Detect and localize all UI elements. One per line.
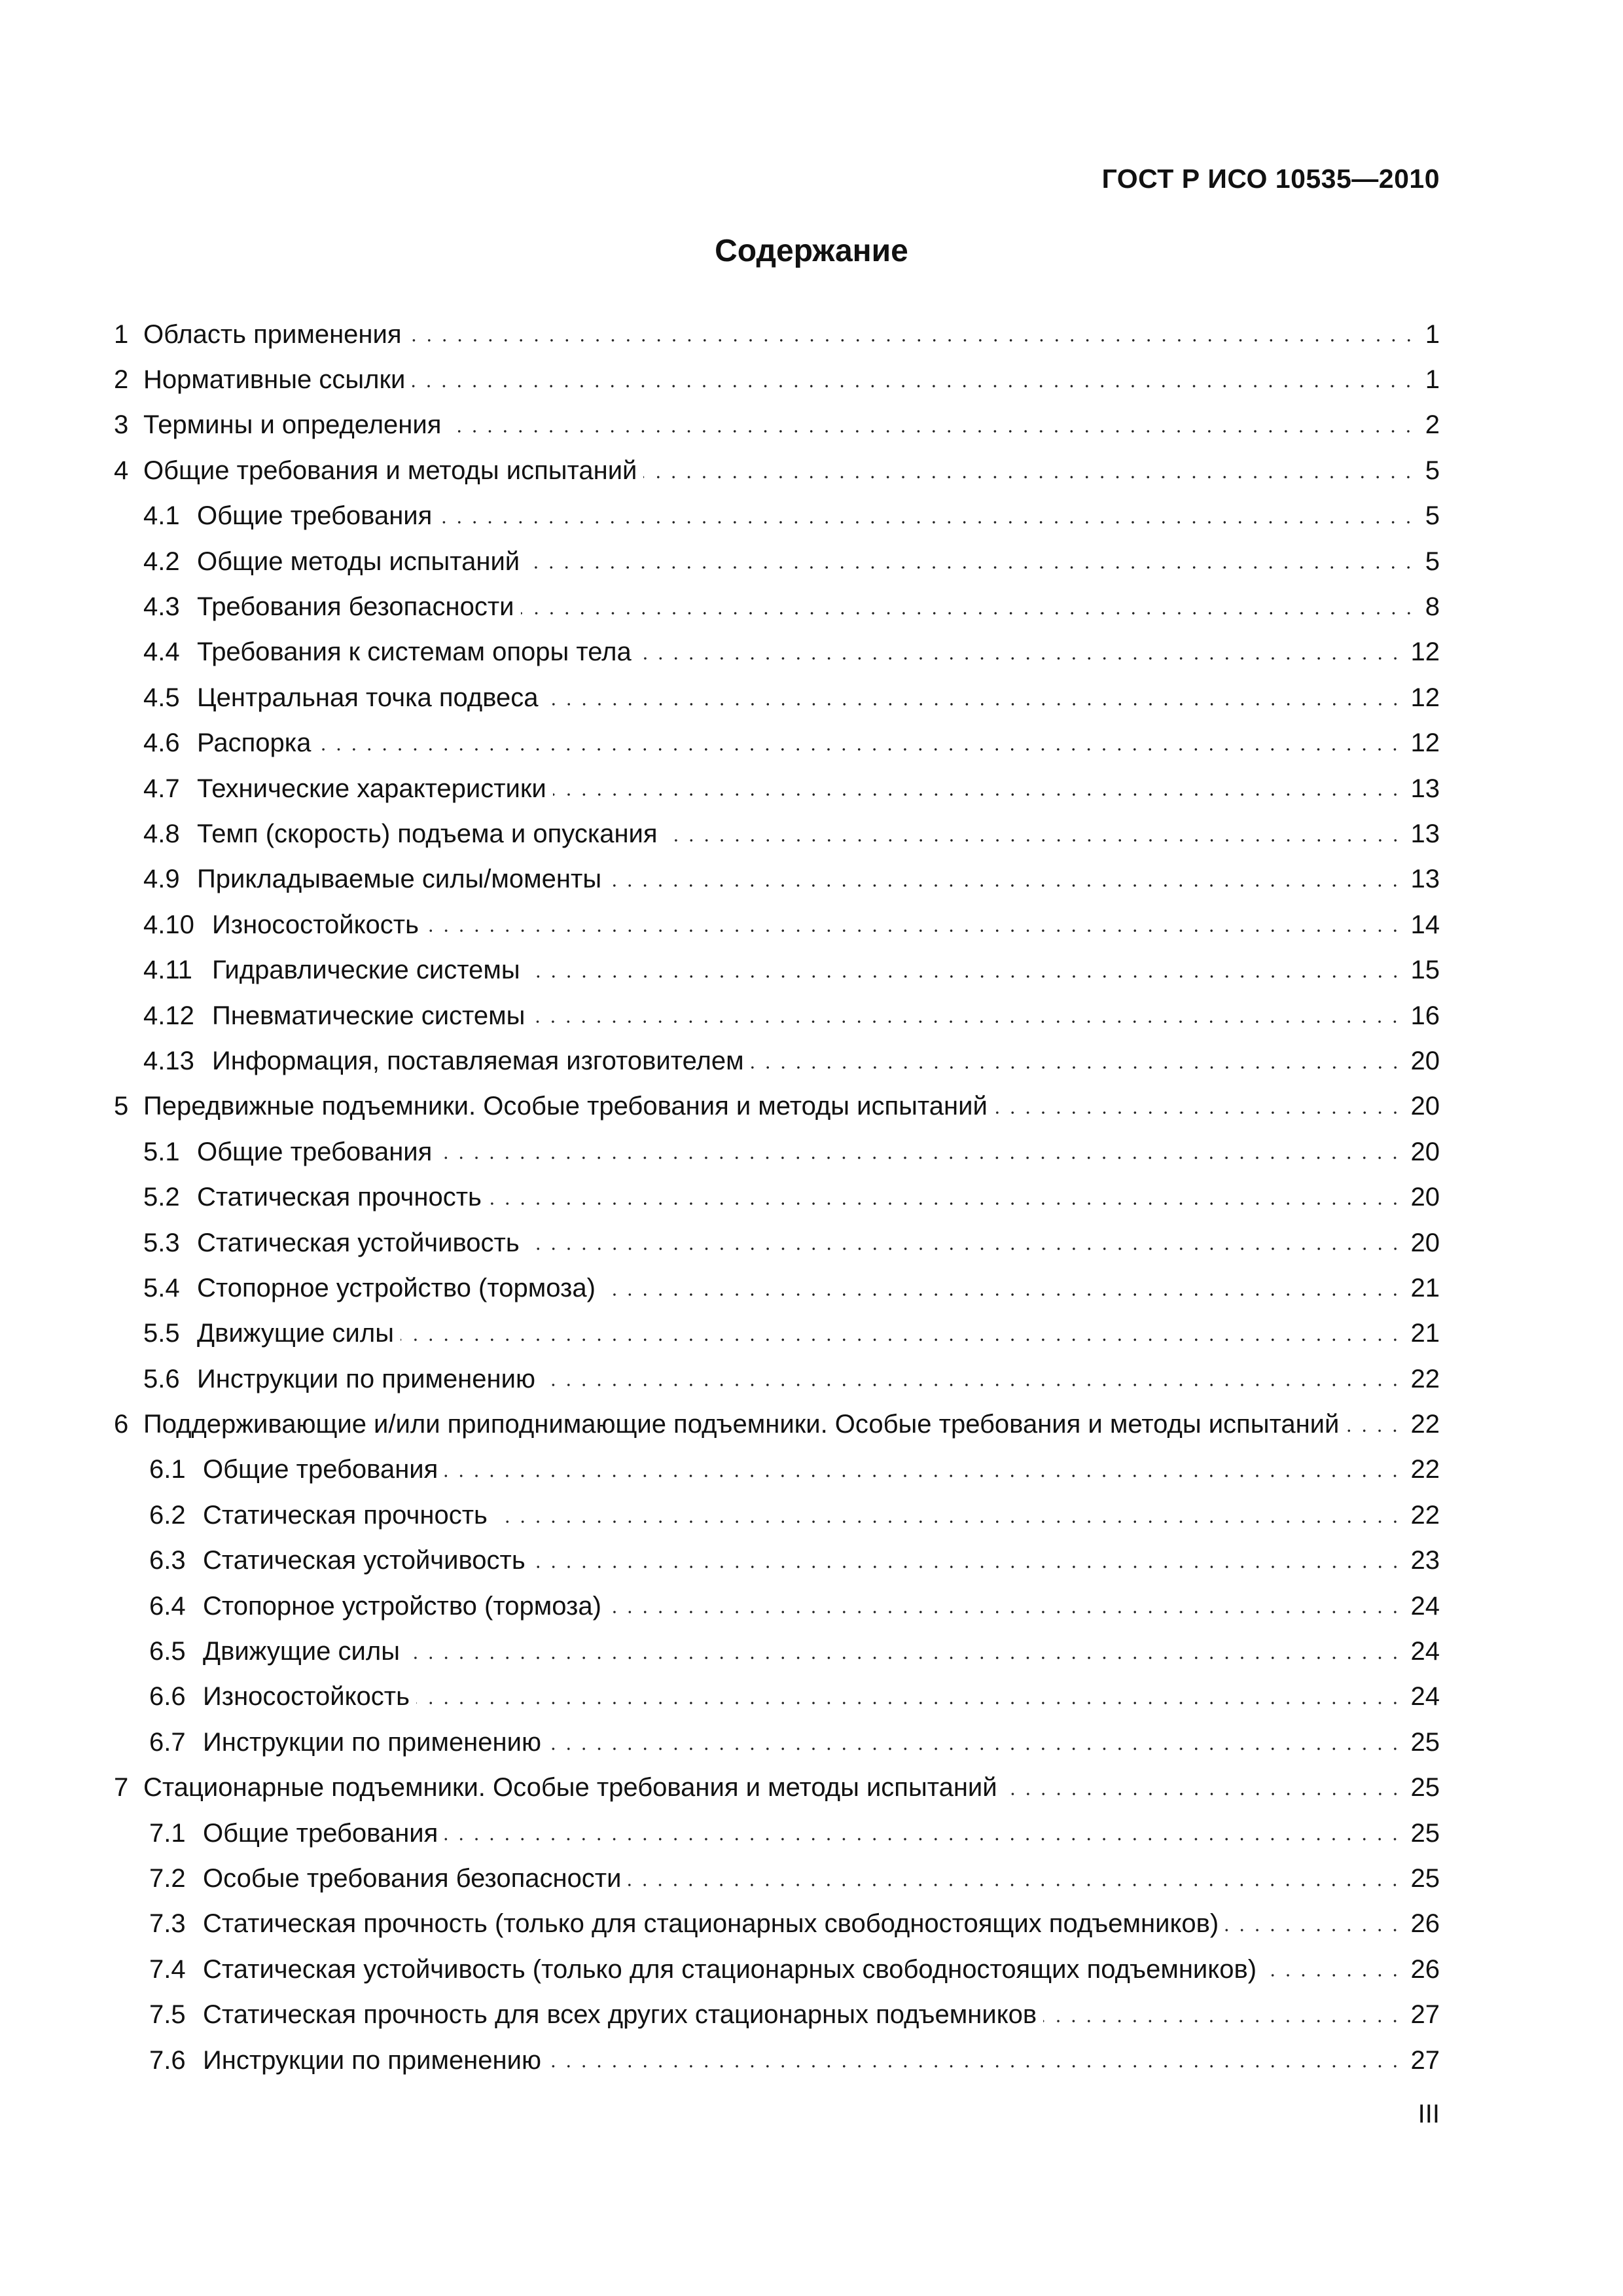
toc-dot-leader xyxy=(1263,1973,1402,1977)
toc-entry-label: Стационарные подъемники. Особые требования и методы испытаний xyxy=(143,1773,997,1803)
toc-entry-number: 6.7 xyxy=(149,1727,186,1757)
toc-entry-page: 15 xyxy=(1410,956,1440,985)
toc-entry-label: Общие требования xyxy=(203,1818,438,1848)
toc-dot-leader xyxy=(408,338,1416,342)
toc-entry-label: Термины и определения xyxy=(143,410,442,440)
toc-entry-number: 6.5 xyxy=(149,1637,186,1666)
toc-entry-page: 5 xyxy=(1425,456,1440,485)
toc-entry-label: Гидравлические системы xyxy=(212,956,520,985)
toc-entry[interactable] xyxy=(114,1038,1440,1083)
toc-entry[interactable] xyxy=(114,1946,1440,1992)
toc-entry-page: 16 xyxy=(1410,1001,1440,1030)
document-code-header: ГОСТ Р ИСО 10535—2010 xyxy=(1101,164,1440,194)
toc-dot-leader xyxy=(438,520,1416,524)
toc-entry-page: 22 xyxy=(1410,1455,1440,1484)
toc-entry[interactable] xyxy=(114,630,1440,675)
toc-entry-label: Информация, поставляемая изготовителем xyxy=(212,1046,744,1075)
toc-dot-leader xyxy=(448,429,1416,433)
toc-entry-page: 1 xyxy=(1425,365,1440,395)
toc-dot-leader xyxy=(444,1474,1402,1478)
toc-entry-number: 7.1 xyxy=(149,1818,186,1848)
toc-dot-leader xyxy=(608,884,1402,888)
toc-entry[interactable] xyxy=(114,1492,1440,1537)
toc-entry[interactable] xyxy=(114,1583,1440,1628)
toc-entry-label: Инструкции по применению xyxy=(203,2045,541,2075)
toc-entry-page: 13 xyxy=(1410,774,1440,803)
toc-entry-number: 4.6 xyxy=(143,728,180,758)
toc-entry[interactable] xyxy=(114,902,1440,947)
toc-dot-leader xyxy=(548,2064,1403,2068)
toc-entry-number: 4.7 xyxy=(143,774,180,803)
toc-entry-label: Движущие силы xyxy=(197,1319,394,1348)
toc-entry-page: 26 xyxy=(1410,1954,1440,1984)
toc-dot-leader xyxy=(526,565,1416,569)
toc-entry-number: 4.8 xyxy=(143,819,180,848)
toc-dot-leader xyxy=(416,1701,1403,1705)
toc-entry-number: 7.3 xyxy=(149,1909,186,1939)
toc-dot-leader xyxy=(643,475,1416,479)
toc-entry-label: Нормативные ссылки xyxy=(143,365,406,395)
toc-entry-label: Статическая устойчивость xyxy=(197,1228,520,1257)
toc-entry-number: 5 xyxy=(114,1092,129,1121)
toc-dot-leader xyxy=(628,1883,1402,1887)
toc-entry-page: 21 xyxy=(1410,1319,1440,1348)
toc-dot-leader xyxy=(425,929,1403,933)
toc-dot-leader xyxy=(521,611,1416,615)
toc-entry-label: Износостойкость xyxy=(212,910,419,939)
toc-entry-label: Центральная точка подвеса xyxy=(197,683,539,712)
toc-entry-label: Прикладываемые силы/моменты xyxy=(197,865,602,894)
toc-entry-page: 1 xyxy=(1425,319,1440,349)
toc-entry[interactable] xyxy=(114,539,1440,584)
toc-entry-number: 5.4 xyxy=(143,1273,180,1302)
toc-dot-leader xyxy=(994,1111,1403,1115)
toc-entry[interactable] xyxy=(114,357,1440,402)
toc-dot-leader xyxy=(638,656,1403,660)
toc-entry-page: 27 xyxy=(1410,2045,1440,2075)
toc-entry-number: 5.1 xyxy=(143,1137,180,1166)
toc-entry[interactable] xyxy=(114,1401,1440,1446)
toc-entry-number: 5.2 xyxy=(143,1183,180,1212)
toc-entry-number: 5.5 xyxy=(143,1319,180,1348)
toc-entry-page: 5 xyxy=(1425,501,1440,531)
toc-entry-page: 20 xyxy=(1410,1183,1440,1212)
toc-entry[interactable] xyxy=(114,1765,1440,1810)
toc-dot-leader xyxy=(751,1066,1403,1069)
toc-dot-leader xyxy=(526,1247,1403,1251)
toc-entry-page: 24 xyxy=(1410,1591,1440,1621)
toc-entry-page: 24 xyxy=(1410,1637,1440,1666)
toc-entry-number: 7.5 xyxy=(149,2000,186,2030)
toc-dot-leader xyxy=(401,1338,1403,1342)
toc-entry-label: Требования безопасности xyxy=(197,592,514,622)
toc-entry-number: 1 xyxy=(114,319,129,349)
toc-entry[interactable] xyxy=(114,947,1440,992)
toc-dot-leader xyxy=(317,747,1402,751)
toc-entry-page: 12 xyxy=(1410,728,1440,758)
toc-entry-page: 27 xyxy=(1410,2000,1440,2030)
toc-entry[interactable] xyxy=(114,1356,1440,1401)
toc-entry-page: 22 xyxy=(1410,1500,1440,1530)
toc-dot-leader xyxy=(1346,1429,1402,1433)
toc-entry-page: 20 xyxy=(1410,1228,1440,1257)
toc-entry-number: 3 xyxy=(114,410,129,440)
toc-entry[interactable] xyxy=(114,766,1440,811)
toc-entry-page: 13 xyxy=(1410,865,1440,894)
toc-entry-page: 22 xyxy=(1410,1364,1440,1393)
toc-dot-leader xyxy=(412,384,1416,388)
toc-entry-label: Статическая прочность xyxy=(197,1183,482,1212)
toc-entry[interactable] xyxy=(114,1084,1440,1129)
toc-dot-leader xyxy=(532,1565,1403,1569)
toc-entry-label: Статическая устойчивость xyxy=(203,1546,526,1575)
toc-dot-leader xyxy=(545,702,1403,706)
toc-dot-leader xyxy=(548,1747,1403,1751)
toc-entry-number: 4 xyxy=(114,456,129,485)
toc-entry-label: Общие требования и методы испытаний xyxy=(143,456,637,485)
toc-entry[interactable] xyxy=(114,403,1440,448)
toc-entry-number: 4.1 xyxy=(143,501,180,531)
toc-entry-page: 26 xyxy=(1410,1909,1440,1939)
toc-entry-page: 23 xyxy=(1410,1546,1440,1575)
toc-dot-leader xyxy=(553,793,1403,797)
toc-entry-number: 4.4 xyxy=(143,637,180,667)
toc-entry-page: 20 xyxy=(1410,1046,1440,1075)
toc-entry[interactable] xyxy=(114,1311,1440,1356)
toc-entry-page: 25 xyxy=(1410,1773,1440,1803)
toc-entry-number: 6.2 xyxy=(149,1500,186,1530)
table-of-contents xyxy=(114,312,1440,2083)
toc-dot-leader xyxy=(542,1383,1403,1387)
toc-entry-label: Технические характеристики xyxy=(197,774,546,803)
toc-entry-label: Общие методы испытаний xyxy=(197,547,520,576)
toc-entry-page: 12 xyxy=(1410,683,1440,712)
toc-dot-leader xyxy=(488,1202,1403,1206)
toc-entry-label: Статическая прочность для всех других стационарных подъемников xyxy=(203,2000,1037,2030)
toc-dot-leader xyxy=(531,1020,1402,1024)
toc-entry-label: Статическая устойчивость (только для стационарных свободностоящих подъемников) xyxy=(203,1954,1257,1984)
toc-entry-label: Статическая прочность (только для стационарных свободностоящих подъемников) xyxy=(203,1909,1219,1939)
toc-entry[interactable] xyxy=(114,1674,1440,1719)
toc-entry-label: Статическая прочность xyxy=(203,1500,488,1530)
toc-entry-label: Движущие силы xyxy=(203,1637,400,1666)
toc-dot-leader xyxy=(444,1837,1402,1841)
toc-entry-number: 7.6 xyxy=(149,2045,186,2075)
toc-entry-label: Инструкции по применению xyxy=(203,1727,541,1757)
toc-entry-number: 6.4 xyxy=(149,1591,186,1621)
toc-entry-page: 12 xyxy=(1410,637,1440,667)
toc-entry-label: Передвижные подъемники. Особые требования и методы испытаний xyxy=(143,1092,988,1121)
toc-entry-number: 6.1 xyxy=(149,1455,186,1484)
toc-dot-leader xyxy=(406,1656,1403,1660)
toc-entry[interactable] xyxy=(114,1447,1440,1492)
toc-entry-page: 25 xyxy=(1410,1727,1440,1757)
toc-entry[interactable] xyxy=(114,1538,1440,1583)
toc-entry-number: 6.3 xyxy=(149,1546,186,1575)
toc-entry-page: 25 xyxy=(1410,1863,1440,1893)
toc-entry-number: 4.2 xyxy=(143,547,180,576)
toc-entry-label: Темп (скорость) подъема и опускания xyxy=(197,819,658,848)
toc-entry[interactable] xyxy=(114,675,1440,720)
toc-entry[interactable] xyxy=(114,1856,1440,1901)
toc-entry[interactable] xyxy=(114,1719,1440,1765)
toc-entry-page: 2 xyxy=(1425,410,1440,440)
toc-entry-number: 6.6 xyxy=(149,1682,186,1712)
page-number: III xyxy=(1418,2100,1440,2128)
toc-dot-leader xyxy=(438,1156,1402,1160)
toc-entry[interactable] xyxy=(114,448,1440,493)
toc-dot-leader xyxy=(494,1520,1403,1524)
toc-entry-page: 24 xyxy=(1410,1682,1440,1712)
toc-entry-label: Общие требования xyxy=(197,501,433,531)
toc-entry-number: 7.4 xyxy=(149,1954,186,1984)
toc-entry[interactable] xyxy=(114,993,1440,1038)
toc-entry-number: 6 xyxy=(114,1410,129,1439)
toc-entry-number: 4.11 xyxy=(143,956,192,985)
toc-dot-leader xyxy=(1043,2019,1402,2023)
toc-entry-number: 4.9 xyxy=(143,865,180,894)
toc-entry-label: Стопорное устройство (тормоза) xyxy=(203,1591,601,1621)
page-title: Содержание xyxy=(715,234,908,268)
toc-entry[interactable] xyxy=(114,1901,1440,1946)
toc-entry-number: 7.2 xyxy=(149,1863,186,1893)
toc-entry[interactable] xyxy=(114,1220,1440,1265)
toc-dot-leader xyxy=(608,1610,1403,1614)
toc-entry[interactable] xyxy=(114,2037,1440,2083)
toc-entry-label: Пневматические системы xyxy=(212,1001,526,1030)
toc-entry-number: 5.6 xyxy=(143,1364,180,1393)
toc-entry-page: 20 xyxy=(1410,1137,1440,1166)
toc-entry-label: Инструкции по применению xyxy=(197,1364,535,1393)
toc-entry-label: Требования к системам опоры тела xyxy=(197,637,632,667)
toc-dot-leader xyxy=(1004,1792,1403,1796)
toc-entry[interactable] xyxy=(114,721,1440,766)
toc-entry-label: Износостойкость xyxy=(203,1682,410,1712)
toc-entry[interactable] xyxy=(114,312,1440,357)
toc-entry-label: Область применения xyxy=(143,319,402,349)
toc-entry-page: 21 xyxy=(1410,1273,1440,1302)
toc-entry-number: 4.12 xyxy=(143,1001,194,1030)
toc-entry-page: 8 xyxy=(1425,592,1440,622)
toc-entry[interactable] xyxy=(114,1174,1440,1219)
toc-entry-number: 5.3 xyxy=(143,1228,180,1257)
toc-entry-page: 14 xyxy=(1410,910,1440,939)
toc-dot-leader xyxy=(1225,1928,1402,1932)
toc-entry-number: 4.13 xyxy=(143,1046,194,1075)
toc-dot-leader xyxy=(527,975,1403,978)
toc-entry-label: Общие требования xyxy=(197,1137,433,1166)
toc-entry-label: Стопорное устройство (тормоза) xyxy=(197,1273,596,1302)
toc-entry-number: 4.10 xyxy=(143,910,194,939)
toc-entry-page: 25 xyxy=(1410,1818,1440,1848)
toc-entry-number: 2 xyxy=(114,365,129,395)
toc-entry[interactable] xyxy=(114,1810,1440,1856)
toc-entry-label: Общие требования xyxy=(203,1455,438,1484)
toc-entry-page: 5 xyxy=(1425,547,1440,576)
toc-entry[interactable] xyxy=(114,811,1440,856)
toc-entry[interactable] xyxy=(114,857,1440,902)
toc-entry[interactable] xyxy=(114,1129,1440,1174)
toc-entry-number: 7 xyxy=(114,1773,129,1803)
toc-dot-leader xyxy=(664,838,1403,842)
toc-entry-label: Распорка xyxy=(197,728,312,758)
toc-entry-number: 4.3 xyxy=(143,592,180,622)
toc-entry[interactable] xyxy=(114,1265,1440,1310)
toc-entry-label: Поддерживающие и/или приподнимающие подъемники. Особые требования и методы испытаний xyxy=(143,1410,1340,1439)
toc-entry[interactable] xyxy=(114,1628,1440,1674)
toc-entry-page: 13 xyxy=(1410,819,1440,848)
toc-entry-page: 20 xyxy=(1410,1092,1440,1121)
toc-entry[interactable] xyxy=(114,1992,1440,2037)
toc-dot-leader xyxy=(602,1293,1403,1297)
toc-entry[interactable] xyxy=(114,584,1440,629)
toc-entry-page: 22 xyxy=(1410,1410,1440,1439)
toc-entry[interactable] xyxy=(114,493,1440,539)
toc-entry-label: Особые требования безопасности xyxy=(203,1863,622,1893)
toc-entry-number: 4.5 xyxy=(143,683,180,712)
